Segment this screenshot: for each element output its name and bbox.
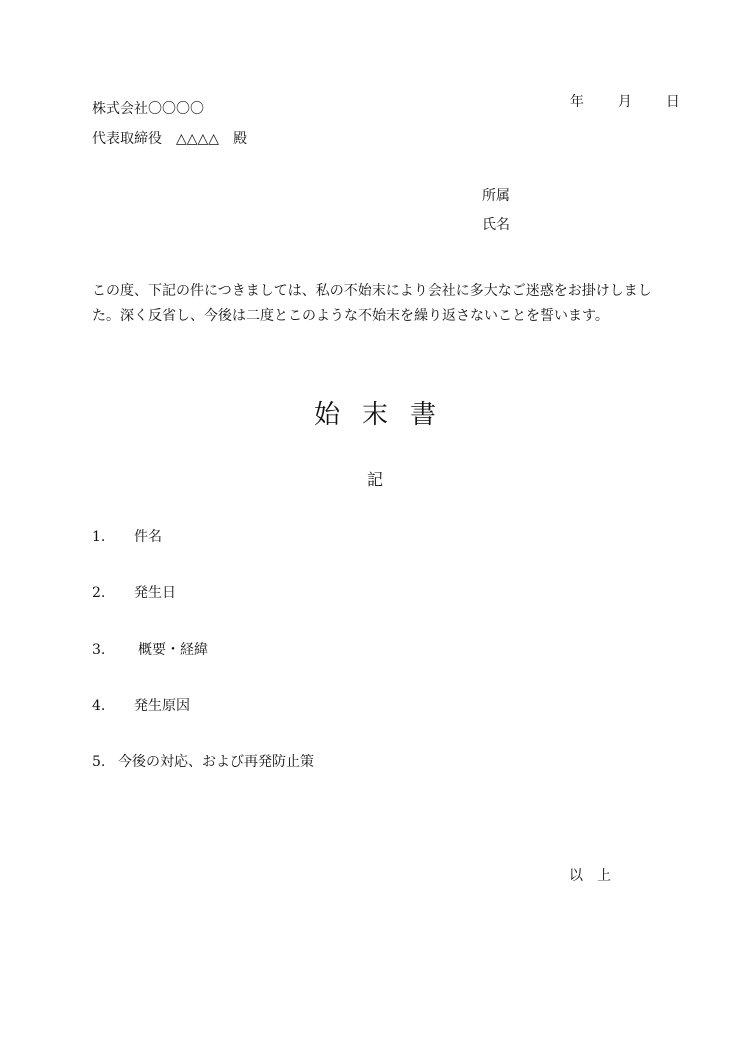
list-item <box>92 697 190 715</box>
list-item-label: 概要・経緯 <box>138 642 208 658</box>
date-line <box>552 75 680 129</box>
closing-ijou: 以 上 <box>569 868 611 884</box>
list-item-label: 発生原因 <box>134 698 190 714</box>
sender-department-label: 所属 <box>482 188 510 204</box>
recipient-representative: 代表取締役 △△△△ 殿 <box>92 131 248 147</box>
list-item <box>92 753 314 771</box>
sender-name-label: 氏名 <box>482 217 510 233</box>
list-item-label: 発生日 <box>134 585 176 601</box>
list-item <box>92 584 176 602</box>
list-item-label: 件名 <box>134 529 162 545</box>
list-item-number: 2. <box>92 585 106 601</box>
apology-body-text: この度、下記の件につきましては、私の不始末により会社に多大なご迷惑をお掛けしました。深く反省し、今後は二度とこのような不始末を繰り返さないことを誓います。 <box>92 283 652 324</box>
list-item-number: 1. <box>92 529 106 545</box>
date-month: 月 <box>617 94 632 110</box>
list-item-number: 3. <box>92 642 106 658</box>
document-title: 始末書 <box>313 400 458 430</box>
list-item <box>92 528 162 546</box>
list-item-number: 4. <box>92 698 106 714</box>
list-item-number: 5. <box>92 754 106 770</box>
date-year: 年 <box>569 94 584 110</box>
ki-heading: 記 <box>366 470 383 489</box>
recipient-company: 株式会社〇〇〇〇 <box>92 101 204 117</box>
date-day: 日 <box>665 94 680 110</box>
list-item-label: 今後の対応、および再発防止策 <box>118 754 314 770</box>
list-item <box>92 641 208 659</box>
